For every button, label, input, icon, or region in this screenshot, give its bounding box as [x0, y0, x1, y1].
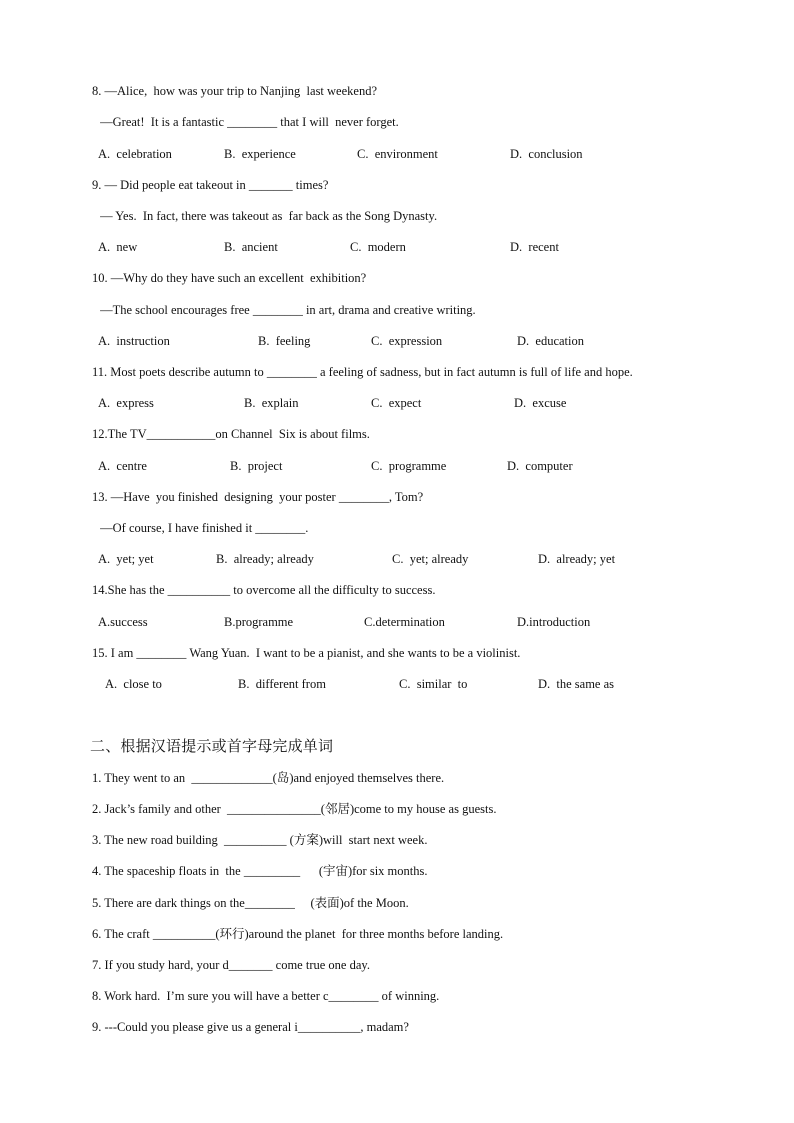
- question-12-options: [0, 458, 794, 474]
- question-9-line-1: 9. — Did people eat takeout in _______ times?: [92, 178, 329, 192]
- question-8-option-b: B. experience: [224, 147, 296, 161]
- question-10-option-b: B. feeling: [258, 334, 311, 348]
- question-13-option-d: D. already; yet: [538, 552, 616, 566]
- question-13-option-a: A. yet; yet: [98, 552, 154, 566]
- question-14-option-b: B.programme: [224, 615, 294, 629]
- question-14-option-a: A.success: [98, 615, 148, 629]
- question-12-option-c: C. programme: [371, 459, 447, 473]
- section-2-item-3: 3. The new road building __________ (方案)will start next week.: [92, 833, 428, 847]
- section-2-item-7: 7. If you study hard, your d_______ come true one day.: [92, 958, 370, 972]
- question-9-option-d: D. recent: [510, 240, 559, 254]
- question-12-line-1: 12.The TV___________on Channel Six is about films.: [92, 427, 370, 441]
- question-15-option-b: B. different from: [238, 677, 326, 691]
- question-15-option-c: C. similar to: [399, 677, 468, 691]
- question-8-options: [0, 146, 794, 162]
- question-11-option-c: C. expect: [371, 396, 422, 410]
- section-2-item-1: 1. They went to an _____________(岛)and enjoyed themselves there.: [92, 771, 445, 785]
- question-15-option-a: A. close to: [105, 677, 162, 691]
- question-13-options: [0, 551, 794, 567]
- question-10-option-d: D. education: [517, 334, 584, 348]
- question-14-option-c: C.determination: [364, 615, 445, 629]
- question-9-option-b: B. ancient: [224, 240, 278, 254]
- question-13-line-2: —Of course, I have finished it ________.: [97, 521, 309, 535]
- question-15-line-1: 15. I am ________ Wang Yuan. I want to be a pianist, and she wants to be a violinist.: [92, 646, 521, 660]
- question-10-line-2: —The school encourages free ________ in art, drama and creative writing.: [97, 303, 476, 317]
- question-9-option-a: A. new: [98, 240, 138, 254]
- question-10-line-1: 10. —Why do they have such an excellent exhibition?: [92, 271, 367, 285]
- question-10-options: [0, 333, 794, 349]
- question-12-option-a: A. centre: [98, 459, 147, 473]
- question-9-line-2: — Yes. In fact, there was takeout as far back as the Song Dynasty.: [97, 209, 438, 223]
- question-8-line-2: —Great! It is a fantastic ________ that I will never forget.: [97, 115, 399, 129]
- question-8-option-d: D. conclusion: [510, 147, 583, 161]
- section-2-item-5: 5. There are dark things on the________ (表面)of the Moon.: [92, 896, 409, 910]
- question-13-option-b: B. already; already: [216, 552, 314, 566]
- question-9-option-c: C. modern: [350, 240, 406, 254]
- question-10-option-a: A. instruction: [98, 334, 170, 348]
- question-11-option-a: A. express: [98, 396, 154, 410]
- question-14-option-d: D.introduction: [517, 615, 591, 629]
- section-2-item-6: 6. The craft __________(环行)around the planet for three months before landing.: [92, 927, 504, 941]
- question-11-option-d: D. excuse: [514, 396, 567, 410]
- question-11-line-1: 11. Most poets describe autumn to ________ a feeling of sadness, but in fact autumn is full of life and hope.: [92, 365, 633, 379]
- question-8-line-1: 8. —Alice, how was your trip to Nanjing last weekend?: [92, 84, 378, 98]
- question-13-line-1: 13. —Have you finished designing your poster ________, Tom?: [92, 490, 424, 504]
- question-11-option-b: B. explain: [244, 396, 299, 410]
- question-12-option-b: B. project: [230, 459, 283, 473]
- question-8-option-a: A. celebration: [98, 147, 172, 161]
- question-15-option-d: D. the same as: [538, 677, 615, 691]
- question-8-option-c: C. environment: [357, 147, 438, 161]
- question-11-options: [0, 395, 794, 411]
- section-2-item-4: 4. The spaceship floats in the _________ (宇宙)for six months.: [92, 864, 428, 878]
- question-10-option-c: C. expression: [371, 334, 443, 348]
- question-14-line-1: 14.She has the __________ to overcome all the difficulty to success.: [92, 583, 436, 597]
- section-2-title: 二、根据汉语提示或首字母完成单词: [90, 737, 334, 755]
- section-2-item-9: 9. ---Could you please give us a general i__________, madam?: [92, 1020, 409, 1034]
- section-2-item-8: 8. Work hard. I’m sure you will have a better c________ of winning.: [92, 989, 440, 1003]
- question-15-options: [0, 676, 794, 692]
- question-13-option-c: C. yet; already: [392, 552, 469, 566]
- question-12-option-d: D. computer: [507, 459, 573, 473]
- section-2-item-2: 2. Jack’s family and other _______________(邻居)come to my house as guests.: [92, 802, 497, 816]
- question-14-options: [0, 614, 794, 630]
- question-9-options: [0, 239, 794, 255]
